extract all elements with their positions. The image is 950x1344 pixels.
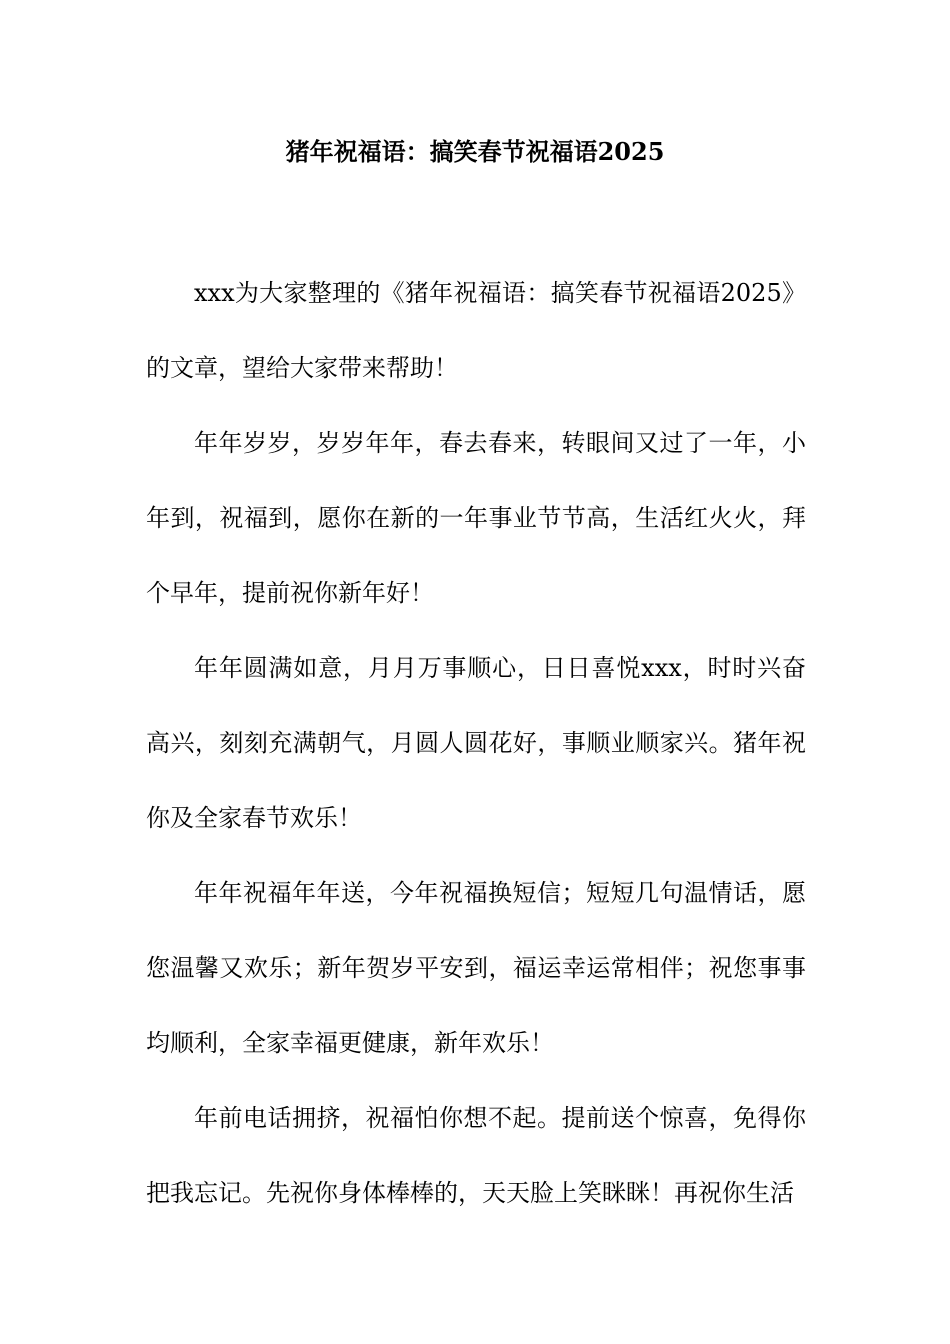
document-body bbox=[146, 256, 806, 1231]
document-title: 猪年祝福语：搞笑春节祝福语2025 bbox=[285, 137, 665, 166]
paragraph-intro: xxx为大家整理的《猪年祝福语：搞笑春节祝福语2025》的文章，望给大家带来帮助！ bbox=[146, 279, 806, 382]
paragraph-greeting-2: 年年圆满如意，月月万事顺心，日日喜悦xxx，时时兴奋高兴，刻刻充满朝气，月圆人圆花好，事顺业顺家兴。猪年祝你及全家春节欢乐！ bbox=[146, 654, 806, 832]
paragraph-greeting-4: 年前电话拥挤，祝福怕你想不起。提前送个惊喜，免得你把我忘记。先祝你身体棒棒的，天天脸上笑眯眯！再祝你生活 bbox=[146, 1104, 806, 1207]
paragraph-greeting-1: 年年岁岁，岁岁年年，春去春来，转眼间又过了一年，小年到，祝福到，愿你在新的一年事业节节高，生活红火火，拜个早年，提前祝你新年好！ bbox=[146, 429, 806, 607]
paragraph-greeting-3: 年年祝福年年送，今年祝福换短信；短短几句温情话，愿您温馨又欢乐；新年贺岁平安到，福运幸运常相伴；祝您事事均顺利，全家幸福更健康，新年欢乐！ bbox=[146, 879, 806, 1057]
